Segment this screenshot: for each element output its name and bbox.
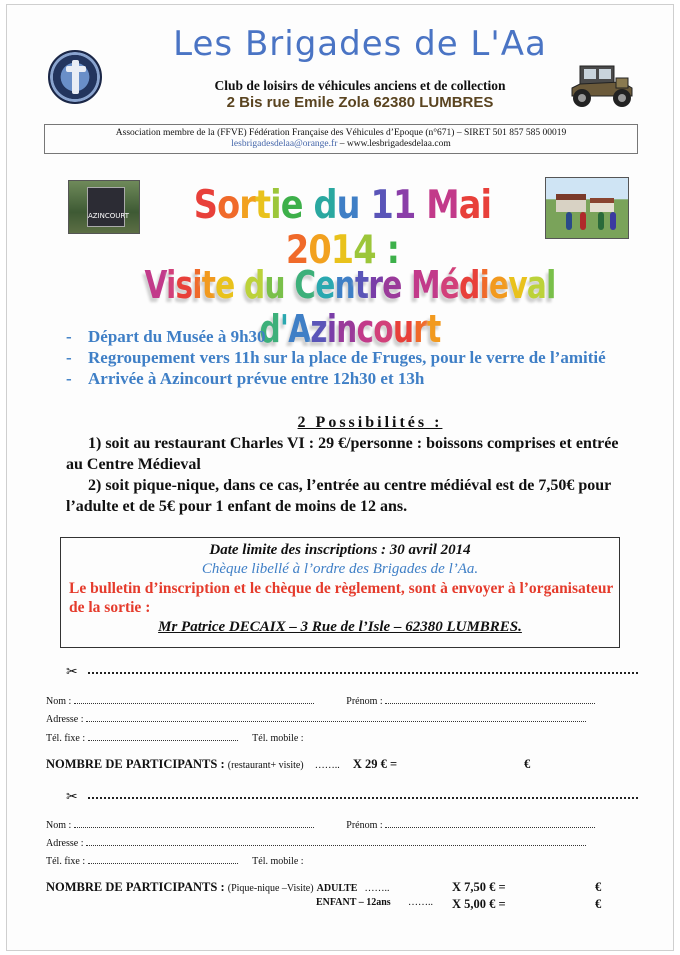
deadline: Date limite des inscriptions : 30 avril 2014 xyxy=(209,542,471,558)
list-item: - Arrivée à Azincourt prévue entre 12h30 et 13h xyxy=(66,368,646,389)
adult-price: X 7,50 € = xyxy=(452,880,506,894)
child-price: X 5,00 € = xyxy=(452,897,506,911)
scissors-icon: ✂ xyxy=(66,789,78,805)
adresse-field[interactable] xyxy=(86,714,586,722)
child-total-field[interactable]: € xyxy=(595,897,602,911)
nom-label: Nom : xyxy=(46,820,72,831)
prenom-field[interactable] xyxy=(385,696,595,704)
list-item: - Regroupement vers 11h sur la place de Fruges, pour le verre de l’amitié xyxy=(66,347,646,368)
medieval-center-photo xyxy=(545,177,629,239)
cut-line xyxy=(66,791,638,805)
list-item: - Départ du Musée à 9h30 xyxy=(66,326,646,347)
sign-text: AZINCOURT xyxy=(88,212,130,220)
adresse-label: Adresse : xyxy=(46,714,84,725)
club-subtitle: Club de loisirs de véhicules anciens et de collection xyxy=(214,78,506,93)
prenom-label: Prénom : xyxy=(346,820,383,831)
cheque-note: Chèque libellé à l’ordre des Brigades de l’Aa. xyxy=(201,561,479,577)
nom-label: Nom : xyxy=(46,696,72,707)
visit-title: Visite du Centre Médieval d'Azincourt xyxy=(144,263,556,351)
price-multiplier: X 29 € = xyxy=(352,757,398,771)
prenom-field[interactable] xyxy=(385,820,595,828)
contact-line xyxy=(45,139,637,149)
tel-fixe-field[interactable] xyxy=(88,733,238,741)
website-link[interactable]: – www.lesbrigadesdelaa.com xyxy=(339,139,451,149)
nom-field[interactable] xyxy=(74,696,314,704)
azincourt-sign-photo xyxy=(68,180,140,234)
nom-row xyxy=(46,696,595,707)
adresse-label: Adresse : xyxy=(46,838,84,849)
tel-mobile-label: Tél. mobile : xyxy=(252,856,304,867)
tel-fixe-label: Tél. fixe : xyxy=(46,733,86,744)
club-logo xyxy=(48,50,102,104)
participants-row-2 xyxy=(46,880,626,895)
club-name: Les Brigades de L'Aa xyxy=(173,24,547,64)
registration-info-box xyxy=(60,537,620,648)
child-label: ENFANT – 12ans xyxy=(316,897,391,908)
adult-label: ADULTE xyxy=(316,883,358,894)
participants-note: (restaurant+ visite) xyxy=(227,760,304,771)
participants-count-field[interactable]: …….. xyxy=(314,760,340,771)
email-link[interactable]: lesbrigadesdelaa@orange.fr xyxy=(231,139,338,149)
total-field[interactable]: € xyxy=(524,757,531,771)
cut-line xyxy=(66,666,638,680)
tel-mobile-label: Tél. mobile : xyxy=(252,733,304,744)
organizer-address: Mr Patrice DECAIX – 3 Rue de l’Isle – 62380 LUMBRES. xyxy=(158,619,522,635)
adresse-row xyxy=(46,838,586,849)
participants-label: NOMBRE DE PARTICIPANTS : xyxy=(46,880,225,894)
event-title: Sortie du 11 Mai 2014 : xyxy=(193,183,492,273)
program-list xyxy=(66,326,646,389)
option-picnic: 2) soit pique-nique, dans ce cas, l’entrée au centre médiéval est de 7,50€ pour l’adulte et de 5€ pour 1 enfant de moins de 12 ans. xyxy=(66,477,611,515)
adult-total-field[interactable]: € xyxy=(595,880,602,894)
participants-row-1 xyxy=(46,757,606,772)
adresse-row xyxy=(46,714,586,725)
tel-fixe-label: Tél. fixe : xyxy=(46,856,86,867)
tel-fixe-field[interactable] xyxy=(88,856,238,864)
club-address: 2 Bis rue Emile Zola 62380 LUMBRES xyxy=(226,94,494,111)
possibilities-text xyxy=(66,433,636,517)
tel-row xyxy=(46,856,304,867)
child-count-field[interactable]: …….. xyxy=(408,897,433,908)
adresse-field[interactable] xyxy=(86,838,586,846)
send-instructions: Le bulletin d’inscription et le chèque de règlement, sont à envoyer à l’organisateur de la sortie : xyxy=(69,580,614,616)
association-box xyxy=(44,124,638,154)
prenom-label: Prénom : xyxy=(346,696,383,707)
option-restaurant: 1) soit au restaurant Charles VI : 29 €/personne : boissons comprises et entrée au Centre Médieval xyxy=(66,435,619,473)
tel-row xyxy=(46,733,304,744)
adult-count-field[interactable]: …….. xyxy=(364,883,390,894)
nom-field[interactable] xyxy=(74,820,314,828)
possibilities-title: 2 Possibilités : xyxy=(297,414,443,431)
nom-row xyxy=(46,820,595,831)
participants-label: NOMBRE DE PARTICIPANTS : xyxy=(46,757,225,771)
participants-note: (Pique-nique –Visite) xyxy=(227,883,314,894)
vintage-car-icon xyxy=(566,58,642,110)
association-text: Association membre de la (FFVE) Fédération Française des Véhicules d’Epoque (n°671) – SIRET 501 857 585 00019 xyxy=(115,128,567,138)
scissors-icon: ✂ xyxy=(66,664,78,680)
